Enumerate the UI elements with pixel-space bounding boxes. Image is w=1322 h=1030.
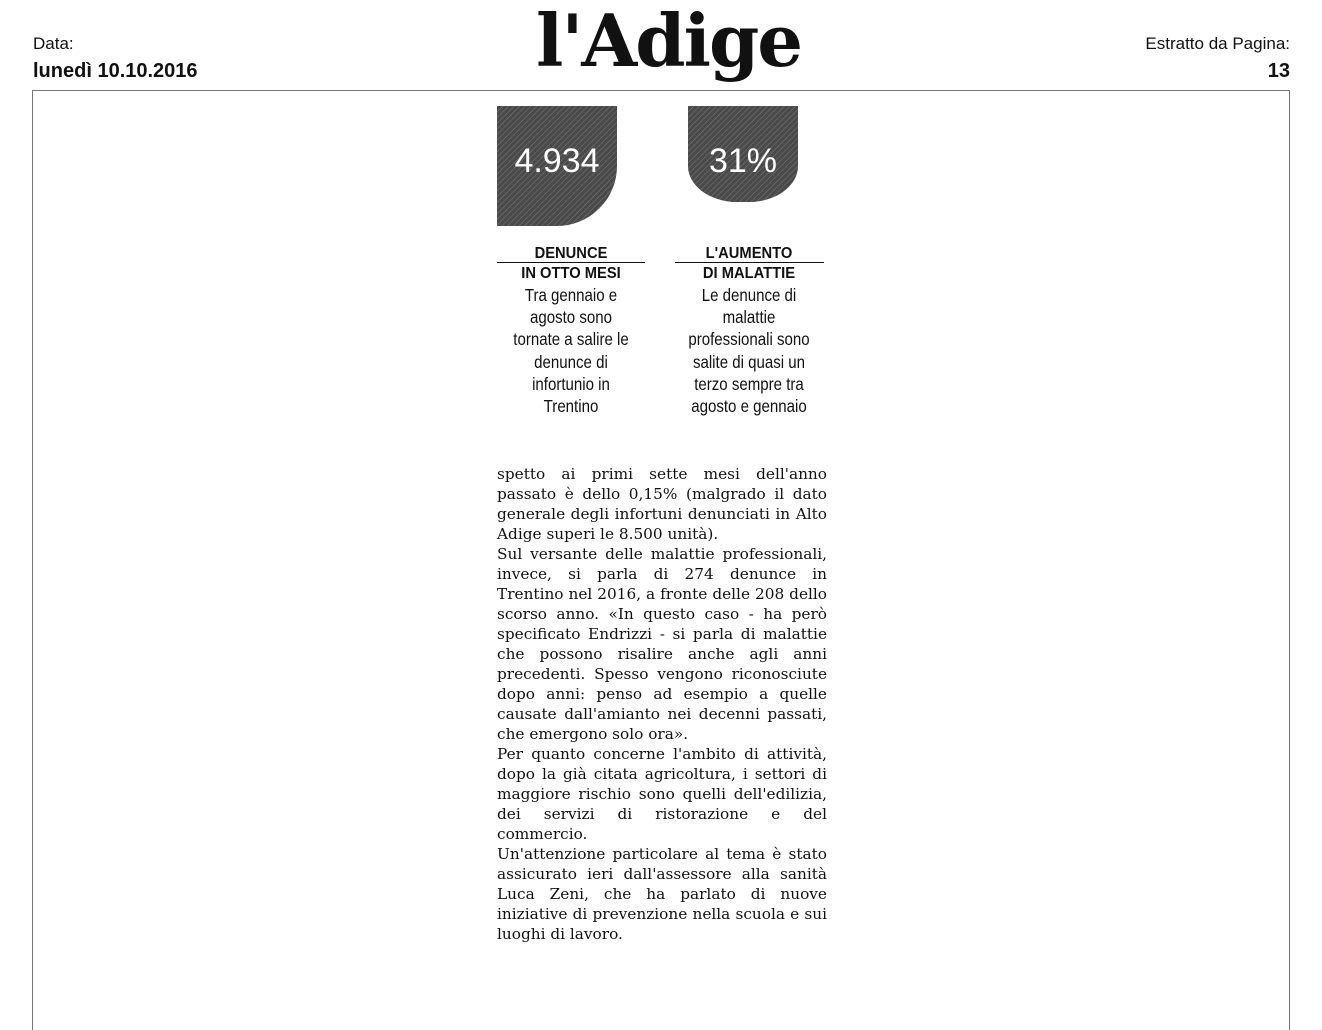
- stat-value: 31%: [708, 142, 778, 180]
- caption-title: [502, 244, 640, 284]
- caption-title: [680, 244, 818, 284]
- page-number: 13: [1267, 60, 1290, 82]
- stat-caption-malattie: [674, 244, 824, 417]
- caption-title-line1: L'AUMENTO: [705, 245, 793, 262]
- caption-title-line1: DENUNCE: [534, 245, 608, 262]
- page-label: Estratto da Pagina:: [1145, 34, 1290, 53]
- article-paragraph: Sul versante delle malattie professionali, invece, si parla di 274 denunce in Trentino nel 2016, a fronte delle 208 dello scorso anno. «In questo caso - ha però specificato Endrizzi - si parla di malattie che possono risalire anche agli anni precedenti. Spesso vengono riconosciute dopo anni: penso ad esempio a quelle causate dall'amianto nei decenni passati, che emergono solo ora».: [497, 545, 827, 743]
- newspaper-logo: l'Adige: [536, 0, 802, 83]
- stat-caption-infortuni: [496, 244, 646, 417]
- article-paragraph: Per quanto concerne l'ambito di attività, dopo la già citata agricoltura, i settori di maggiore rischio sono quelli dell'edilizia, dei servizi di ristorazione e del commercio.: [497, 745, 827, 843]
- date-value: lunedì 10.10.2016: [33, 60, 198, 82]
- stat-badge-malattie: [688, 106, 798, 202]
- caption-text: Le denunce di malattie professionali sono salite di quasi un terzo sempre tra agosto e gennaio: [688, 285, 810, 417]
- stat-value: 4.934: [514, 142, 600, 180]
- caption-text: Tra gennaio e agosto sono tornate a salire le denunce di infortunio in Trentino: [513, 285, 629, 417]
- article-paragraph: Un'attenzione particolare al tema è stato assicurato ieri dall'assessore alla sanità Luca Zeni, che ha parlato di nuove iniziative di prevenzione nella scuola e sui luoghi di lavoro.: [497, 845, 827, 943]
- article-body: [497, 464, 827, 944]
- date-label: Data:: [33, 34, 74, 53]
- caption-title-line2: DI MALATTIE: [702, 265, 796, 282]
- article-paragraph: spetto ai primi sette mesi dell'anno passato è dello 0,15% (malgrado il dato generale degli infortuni denunciati in Alto Adige superi le 8.500 unità).: [497, 465, 827, 543]
- stat-badge-infortuni: [497, 106, 617, 226]
- caption-title-line2: IN OTTO MESI: [521, 265, 621, 282]
